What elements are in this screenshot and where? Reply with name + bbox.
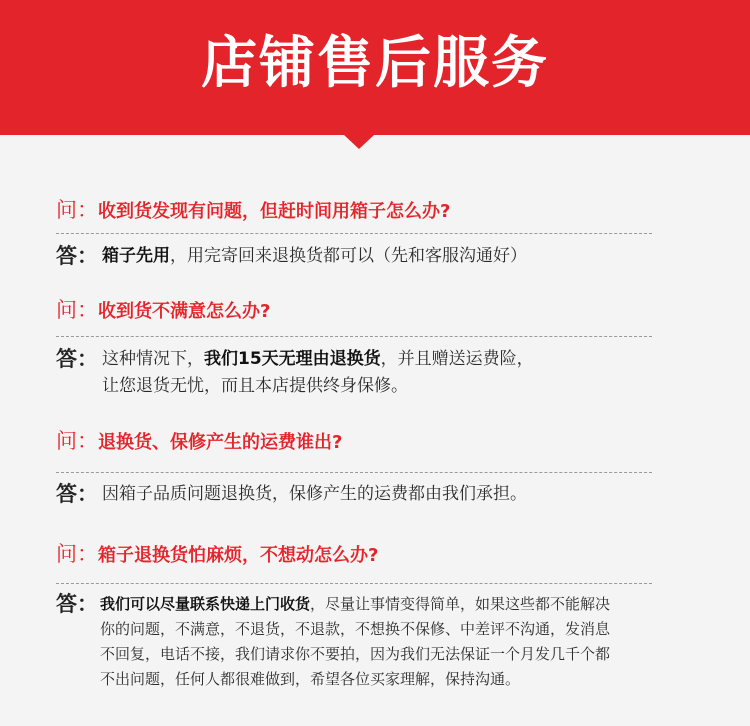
question-text: 收到货发现有问题，但赶时间用箱子怎么办? bbox=[98, 201, 451, 222]
answer-text bbox=[100, 592, 610, 692]
answer-text bbox=[102, 243, 527, 270]
answer-highlight: 我们15天无理由退换货 bbox=[204, 349, 381, 369]
answer-3 bbox=[56, 481, 696, 509]
answer-highlight: 我们可以尽量联系快递上门收货 bbox=[100, 595, 311, 613]
question-3 bbox=[56, 428, 342, 456]
answer-line: 你的问题，不满意，不退货，不退款，不想换不保修、中差评不沟通，发消息 bbox=[100, 620, 611, 638]
answer-line: 不出问题，任何人都很难做到，希望各位买家理解，保持沟通。 bbox=[100, 670, 521, 688]
dashed-divider bbox=[56, 233, 652, 234]
answer-text-pre: 这种情况下， bbox=[102, 349, 204, 369]
banner-notch bbox=[344, 135, 374, 149]
answer-prefix: 答： bbox=[56, 244, 98, 268]
question-prefix: 问： bbox=[56, 298, 98, 322]
answer-text-post: ，尽量让事情变得简单，如果这些都不能解决 bbox=[310, 595, 611, 613]
question-1 bbox=[56, 197, 450, 225]
dashed-divider bbox=[56, 583, 652, 584]
answer-prefix: 答： bbox=[56, 347, 98, 371]
answer-text bbox=[102, 346, 534, 400]
answer-line: 不回复，电话不接，我们请求你不要拍，因为我们无法保证一个月发几千个都 bbox=[100, 645, 611, 663]
answer-rest: ，用完寄回来退换货都可以（先和客服沟通好） bbox=[170, 246, 527, 266]
answer-4 bbox=[56, 592, 706, 696]
question-text: 收到货不满意怎么办? bbox=[98, 301, 271, 322]
answer-text-post: ，并且赠送运费险， bbox=[380, 349, 534, 369]
answer-1 bbox=[56, 243, 696, 271]
answer-prefix: 答： bbox=[56, 482, 98, 506]
answer-2 bbox=[56, 346, 696, 402]
question-prefix: 问： bbox=[56, 542, 98, 566]
dashed-divider bbox=[56, 336, 652, 337]
question-2 bbox=[56, 297, 270, 325]
question-prefix: 问： bbox=[56, 198, 98, 222]
page-title: 店铺售后服务 bbox=[201, 31, 549, 96]
question-4 bbox=[56, 541, 378, 569]
answer-line bbox=[102, 346, 534, 373]
question-text: 箱子退换货怕麻烦，不想动怎么办? bbox=[98, 545, 379, 566]
answer-prefix: 答： bbox=[56, 592, 98, 616]
question-prefix: 问： bbox=[56, 429, 98, 453]
answer-line bbox=[100, 592, 610, 617]
question-text: 退换货、保修产生的运费谁出? bbox=[98, 432, 343, 453]
answer-highlight: 箱子先用 bbox=[102, 246, 170, 266]
answer-text: 因箱子品质问题退换货，保修产生的运费都由我们承担。 bbox=[102, 484, 527, 504]
answer-line: 让您退货无忧，而且本店提供终身保修。 bbox=[102, 376, 408, 396]
dashed-divider bbox=[56, 472, 652, 473]
